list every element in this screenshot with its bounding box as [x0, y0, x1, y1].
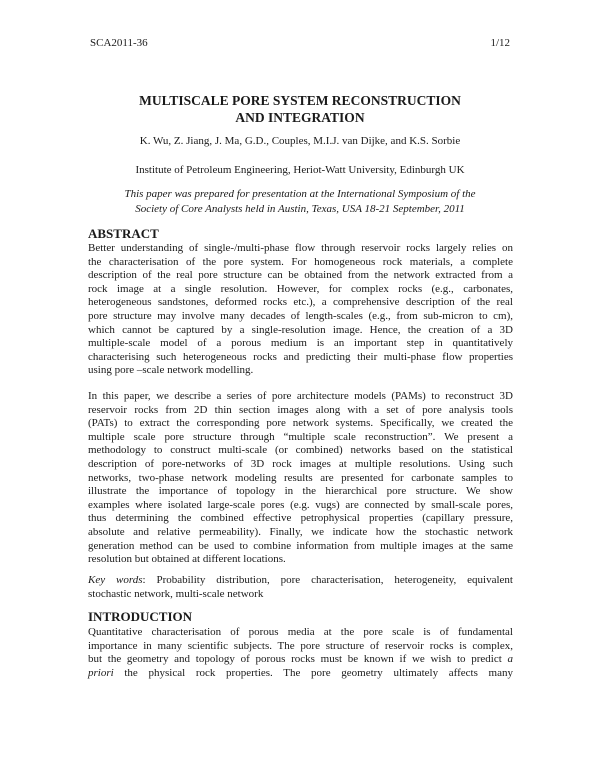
text-line: examples where isolated large-scale pores (e.g. vugs) are connected by small-scale pores,: [88, 498, 513, 511]
abstract-heading: ABSTRACT: [88, 226, 159, 241]
keywords-label: Key words: [88, 574, 143, 586]
paper-id: SCA2011-36: [90, 37, 148, 49]
text-line: networks, two-phase network modeling results are presented for carbonate samples to: [88, 471, 513, 484]
text-span: the physical rock properties. The pore geometry ultimately affects many: [113, 666, 513, 679]
text-line: thus determining the combined effective petrophysical properties (capillary pressure,: [88, 512, 513, 525]
affiliation: Institute of Petroleum Engineering, Heriot-Watt University, Edinburgh UK: [135, 164, 465, 176]
text-line: rock image at a single resolution. However, for complex rocks (e.g., carbonates,: [88, 282, 513, 295]
text-line: reservoir rocks from 2D thin section images along with a set of pore analysis tools: [88, 403, 513, 416]
author-list: K. Wu, Z. Jiang, J. Ma, G.D., Couples, M.I.J. van Dijke, and K.S. Sorbie: [139, 135, 461, 147]
keywords: [88, 574, 513, 601]
title-line: AND INTEGRATION: [235, 110, 365, 125]
text-line: stochastic network, multi-scale network: [88, 587, 264, 600]
paper-title: [0, 92, 600, 126]
keywords-text: : Probability distribution, pore characterisation, heterogeneity, equivalent: [142, 574, 513, 586]
text-line: generation method can be used to combine information from multiple images at the same: [88, 539, 513, 552]
text-span: but the geometry and topology of porous rocks must be known if we wish to predict: [88, 653, 508, 666]
text-line: multiple-scale model of a porous medium is an important step in quantitatively: [88, 337, 513, 350]
abstract-paragraph-1: [88, 242, 513, 378]
text-line: description of the real pore structure can be obtained from the network extracted from a: [88, 269, 513, 282]
text-line: characterising such heterogeneous rocks and predicting their multi-phase flow properties: [88, 350, 513, 363]
text-line: resolution but obtained at different locations.: [88, 553, 286, 566]
text-line: description of pore-networks of 3D rock images at multiple resolutions. Using such: [88, 457, 513, 470]
introduction-paragraph: [88, 626, 513, 680]
text-line: heterogeneous sandstones, deformed rocks etc.), a comprehensive description of the real: [88, 296, 513, 309]
text-line: [88, 653, 513, 667]
abstract-paragraph-2: [88, 390, 513, 567]
text-line: which cannot be captured by a single-resolution image. Hence, the creation of a 3D: [88, 323, 513, 336]
text-line: multiple scale pore structure through “multiple scale reconstruction”. We present a: [88, 430, 513, 443]
page-number: 1/12: [490, 37, 510, 49]
italic-span: priori: [88, 666, 114, 679]
text-line: [88, 574, 513, 588]
text-line: the characterisation of the pore system. For homogeneous rock materials, a complete: [88, 255, 513, 268]
text-line: In this paper, we describe a series of pore architecture models (PAMs) to reconstruct 3D: [88, 390, 513, 402]
text-line: Better understanding of single-/multi-phase flow through reservoir rocks largely relies on: [88, 242, 513, 254]
text-line: absolute and relative permeability). Finally, we indicate how the stochastic network: [88, 525, 513, 538]
italic-span: a: [507, 653, 513, 666]
presentation-note: [0, 187, 600, 216]
text-line: [88, 667, 513, 681]
text-line: pore structure may involve many decades of length-scales (e.g., from sub-micron to cm),: [88, 309, 513, 322]
text-line: Quantitative characterisation of porous media at the pore scale is of fundamental: [88, 626, 513, 638]
text-line: importance in many scientific subjects. The pore structure of reservoir rocks is complex,: [88, 639, 513, 652]
text-line: methodology to construct multi-scale (or combined) networks based on the statistical: [88, 444, 513, 457]
text-line: illustrate the importance of topology in the hierarchical pore structure. We show: [88, 485, 513, 498]
note-line: Society of Core Analysts held in Austin, Texas, USA 18-21 September, 2011: [135, 202, 465, 215]
introduction-heading: INTRODUCTION: [88, 609, 193, 624]
text-line: (PATs) to extract the corresponding pore network systems. Specifically, we created the: [88, 417, 513, 430]
title-line: MULTISCALE PORE SYSTEM RECONSTRUCTION: [139, 93, 461, 108]
text-line: using pore –scale network modelling.: [88, 364, 254, 377]
note-line: This paper was prepared for presentation at the International Symposium of the: [124, 188, 476, 200]
